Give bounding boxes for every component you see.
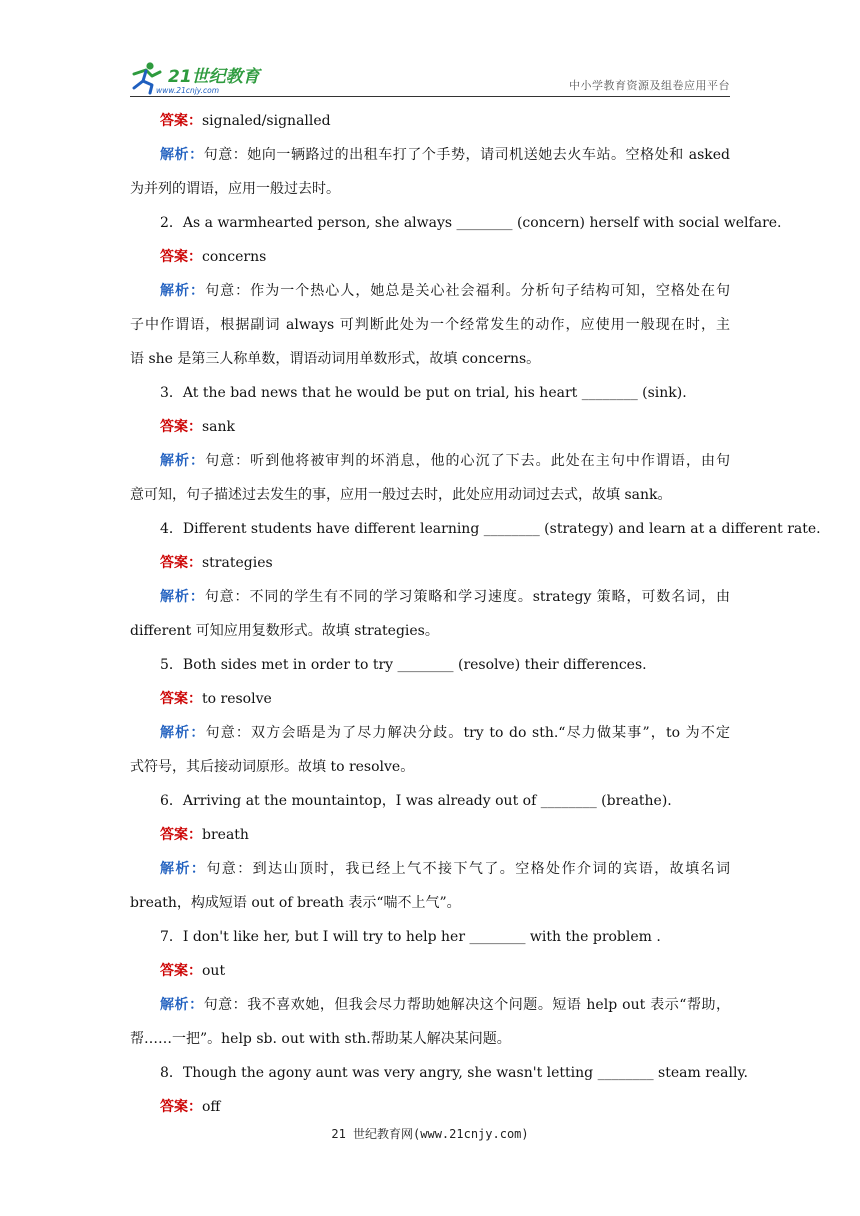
text-line-answer xyxy=(130,818,730,852)
line-text: 语 she 是第三人称单数，谓语动词用单数形式，故填 concerns。 xyxy=(130,351,541,367)
line-text: 子中作谓语，根据副词 always 可判断此处为一个经常发生的动作，应使用一般现在时，主 xyxy=(130,317,730,333)
text-line-question xyxy=(130,512,821,546)
line-text: 7．I don't like her, but I will try to help her ________ with the problem . xyxy=(160,929,661,945)
text-line-cont xyxy=(130,750,730,784)
line-text: 8．Though the agony aunt was very angry, she wasn't letting ________ steam really. xyxy=(160,1065,748,1081)
text-line-question xyxy=(130,1056,748,1090)
analysis-label: 解析： xyxy=(160,283,206,299)
line-text: 4．Different students have different learning ________ (strategy) and learn at a different rate. xyxy=(160,521,821,537)
text-line-cont xyxy=(130,172,730,206)
line-text: 句意：不同的学生有不同的学习策略和学习速度。strategy 策略，可数名词，由 xyxy=(204,589,730,605)
text-line-analysis xyxy=(130,580,730,614)
line-text: 3．At the bad news that he would be put on trial, his heart ________ (sink). xyxy=(160,385,687,401)
text-line-answer xyxy=(130,1090,730,1124)
text-line-answer xyxy=(130,546,730,580)
answer-label: 答案： xyxy=(160,249,202,265)
text-line-question xyxy=(130,920,730,954)
text-line-cont xyxy=(130,478,730,512)
line-text: signaled/signalled xyxy=(202,113,331,129)
document-body xyxy=(130,104,821,1124)
line-text: sank xyxy=(202,419,236,435)
line-text: off xyxy=(202,1099,221,1115)
header-platform-text: 中小学教育资源及组卷应用平台 xyxy=(569,79,730,92)
page-header xyxy=(130,58,730,97)
logo xyxy=(130,60,290,96)
line-text: to resolve xyxy=(202,691,272,707)
answer-label: 答案： xyxy=(160,419,202,435)
analysis-label: 解析： xyxy=(160,997,204,1013)
logo-text: 21世纪教育 xyxy=(168,67,260,87)
page-footer: 21 世纪教育网(www.21cnjy.com) xyxy=(331,1127,529,1141)
line-text: 2．As a warmhearted person, she always ________ (concern) herself with social welfare. xyxy=(160,215,782,231)
line-text: 意可知，句子描述过去发生的事，应用一般过去时，此处应用动词过去式，故填 sank。 xyxy=(130,487,672,503)
text-line-cont xyxy=(130,342,730,376)
line-text: different 可知应用复数形式。故填 strategies。 xyxy=(130,623,439,639)
text-line-cont xyxy=(130,886,730,920)
line-text: 5．Both sides met in order to try ________ (resolve) their differences. xyxy=(160,657,647,673)
text-line-analysis xyxy=(130,988,730,1022)
text-line-question xyxy=(130,206,782,240)
line-text: 句意：作为一个热心人，她总是关心社会福利。分析句子结构可知，空格处在句 xyxy=(205,283,731,299)
text-line-question xyxy=(130,648,730,682)
answer-label: 答案： xyxy=(160,555,202,571)
answer-label: 答案： xyxy=(160,691,202,707)
line-text: breath xyxy=(202,827,249,843)
logo-url: www.21cnjy.com xyxy=(156,86,220,95)
analysis-label: 解析： xyxy=(160,147,204,163)
text-line-answer xyxy=(130,954,730,988)
line-text: 句意：双方会晤是为了尽力解决分歧。try to do sth.“尽力做某事”，to 为不定 xyxy=(205,725,731,741)
text-line-question xyxy=(130,784,730,818)
line-text: out xyxy=(202,963,226,979)
answer-label: 答案： xyxy=(160,827,202,843)
analysis-label: 解析： xyxy=(160,725,206,741)
analysis-label: 解析： xyxy=(160,453,206,469)
line-text: 句意：到达山顶时，我已经上气不接下气了。空格处作介词的宾语，故填名词 xyxy=(206,861,731,877)
line-text: breath，构成短语 out of breath 表示“喘不上气”。 xyxy=(130,895,461,911)
text-line-answer xyxy=(130,410,730,444)
line-text: 句意：听到他将被审判的坏消息，他的心沉了下去。此处在主句中作谓语，由句 xyxy=(205,453,731,469)
text-line-cont xyxy=(130,614,730,648)
line-text: concerns xyxy=(202,249,267,265)
line-text: 帮……一把”。help sb. out with sth.帮助某人解决某问题。 xyxy=(130,1031,511,1047)
answer-label: 答案： xyxy=(160,113,202,129)
line-text: 为并列的谓语，应用一般过去时。 xyxy=(130,181,340,197)
answer-label: 答案： xyxy=(160,963,202,979)
text-line-answer xyxy=(130,240,730,274)
line-text: 式符号，其后接动词原形。故填 to resolve。 xyxy=(130,759,415,775)
line-text: strategies xyxy=(202,555,273,571)
text-line-analysis xyxy=(130,274,730,308)
text-line-analysis xyxy=(130,852,730,886)
text-line-cont xyxy=(130,1022,730,1056)
text-line-answer xyxy=(130,104,730,138)
text-line-analysis xyxy=(130,444,730,478)
line-text: 句意：我不喜欢她，但我会尽力帮助她解决这个问题。短语 help out 表示“帮助， xyxy=(203,997,731,1013)
text-line-analysis xyxy=(130,716,730,750)
analysis-label: 解析： xyxy=(160,861,207,877)
line-text: 6．Arriving at the mountaintop，I was already out of ________ (breathe). xyxy=(160,793,672,809)
answer-label: 答案： xyxy=(160,1099,202,1115)
line-text: 句意：她向一辆路过的出租车打了个手势，请司机送她去火车站。空格处和 asked xyxy=(203,147,731,163)
text-line-question xyxy=(130,376,730,410)
analysis-label: 解析： xyxy=(160,589,205,605)
text-line-analysis xyxy=(130,138,730,172)
text-line-cont-mid xyxy=(130,308,730,342)
text-line-answer xyxy=(130,682,730,716)
